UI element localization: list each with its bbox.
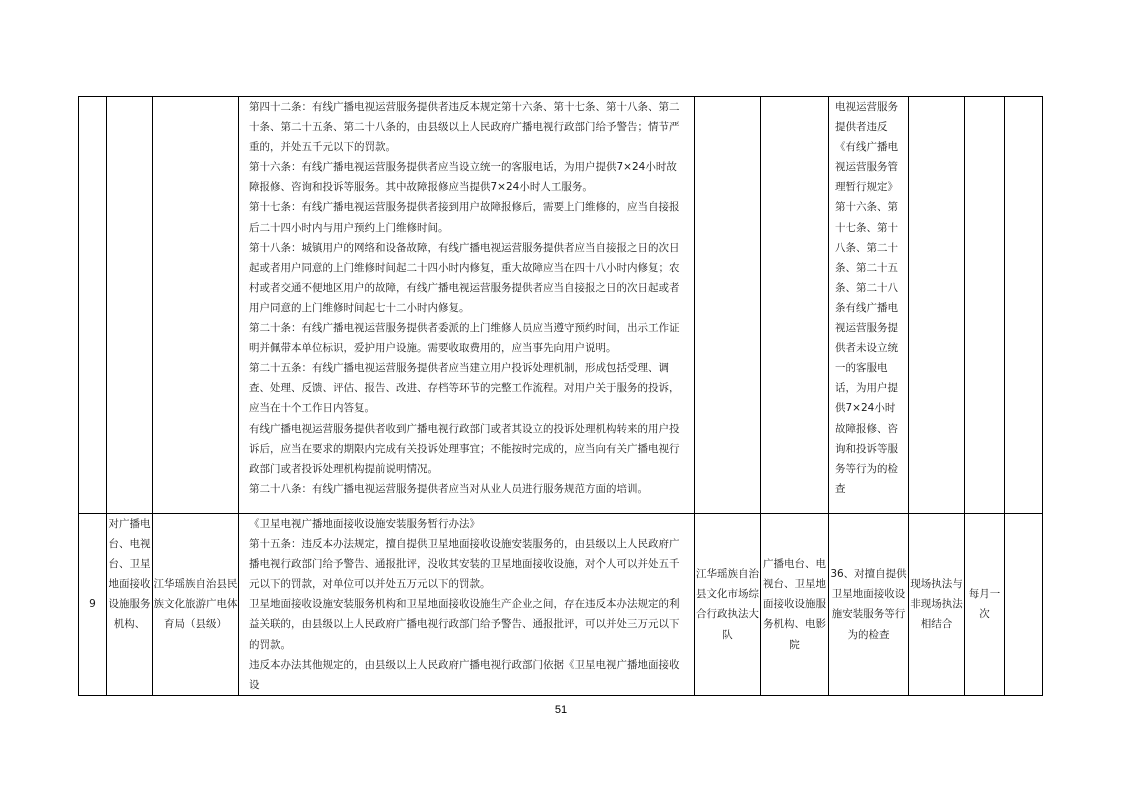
law-paragraph: 第二十条：有线广播电视运营服务提供者委派的上门维修人员应当遵守预约时间，出示工作证明并佩带本单位标识，爱护用户设施。需要收取费用的，应当事先向用户说明。 [249, 322, 680, 355]
inspection-table [78, 96, 1043, 696]
law-paragraph: 第二十五条：有线广播电视运营服务提供者应当建立用户投诉处理机制，形成包括受理、调查、处理、反馈、评估、报告、改进、存档等环节的完整工作流程。对用户关于服务的投诉，应当在十个工作日内答复。 [249, 362, 680, 415]
table-row [79, 514, 1043, 696]
table-row [79, 97, 1043, 514]
law-paragraph: 第四十二条：有线广播电视运营服务提供者违反本规定第十六条、第十七条、第十八条、第二十条、第二十五条、第二十八条的，由县级以上人民政府广播电视行政部门给予警告；情节严重的，并处五千元以下的罚款。 [249, 101, 680, 154]
legal-basis-text [239, 97, 695, 514]
law-paragraph: 《卫星电视广播地面接收设施安装服务暂行办法》 [249, 518, 480, 530]
inspection-frequency: 每月一次 [965, 514, 1005, 696]
remark [1005, 97, 1043, 514]
inspection-frequency [965, 97, 1005, 514]
inspection-method: 现场执法与非现场执法相结合 [909, 514, 965, 696]
inspection-method [909, 97, 965, 514]
inspection-target [761, 97, 829, 514]
inspection-subject [153, 97, 239, 514]
page-number: 51 [554, 704, 568, 716]
inspection-item: 对广播电台、电视台、卫星地面接收设施服务机构、 [107, 514, 153, 696]
law-paragraph: 第十五条：违反本办法规定，擅自提供卫星地面接收设施安装服务的，由县级以上人民政府广播电视行政部门给予警告、通报批评，没收其安装的卫星地面接收设施，对个人可以并处五千元以下的罚款，对单位可以并处五万元以下的罚款。 [249, 538, 680, 591]
inspection-subject: 江华瑶族自治县民族文化旅游广电体育局（县级） [153, 514, 239, 696]
inspection-item [107, 97, 153, 514]
row-number [79, 97, 107, 514]
inspection-basis: 36、对擅自提供卫星地面接收设施安装服务等行为的检查 [829, 514, 909, 696]
inspection-target: 广播电台、电视台、卫星地面接收设施服务机构、电影院 [761, 514, 829, 696]
law-paragraph: 有线广播电视运营服务提供者收到广播电视行政部门或者其设立的投诉处理机构转来的用户投诉后，应当在要求的期限内完成有关投诉处理事宜；不能按时完成的，应当向有关广播电视行政部门或者投诉处理机构提前说明情况。 [249, 422, 680, 475]
law-paragraph: 第十七条：有线广播电视运营服务提供者接到用户故障报修后，需要上门维修的，应当自接报后二十四小时内与用户预约上门维修时间。 [249, 201, 680, 234]
law-paragraph: 第十六条：有线广播电视运营服务提供者应当设立统一的客服电话，为用户提供7×24小时故障报修、咨询和投诉等服务。其中故障报修应当提供7×24小时人工服务。 [249, 161, 677, 194]
law-paragraph: 卫星地面接收设施安装服务机构和卫星地面接收设施生产企业之间，存在违反本办法规定的利益关联的，由县级以上人民政府广播电视行政部门给予警告、通报批评，可以并处三万元以下的罚款。 [249, 598, 680, 651]
remark [1005, 514, 1043, 696]
enforcement-agency: 江华瑶族自治县文化市场综合行政执法大队 [695, 514, 761, 696]
inspection-basis: 电视运营服务提供者违反《有线广播电视运营服务管理暂行规定》第十六条、第十七条、第十八条、第二十条、第二十五条、第二十八条有线广播电视运营服务提供者未设立统一的客服电话，为用户提供7×24小时故障报修、咨询和投诉等服务等行为的检查 [829, 97, 909, 514]
law-paragraph: 违反本办法其他规定的，由县级以上人民政府广播电视行政部门依据《卫星电视广播地面接收设 [249, 658, 680, 691]
enforcement-agency [695, 97, 761, 514]
law-paragraph: 第二十八条：有线广播电视运营服务提供者应当对从业人员进行服务规范方面的培训。 [249, 482, 648, 495]
legal-basis-text [239, 514, 695, 696]
row-number: 9 [79, 514, 107, 696]
law-paragraph: 第十八条：城镇用户的网络和设备故障，有线广播电视运营服务提供者应当自接报之日的次日起或者用户同意的上门维修时间起二十四小时内修复，重大故障应当在四十八小时内修复；农村或者交通不便地区用户的故障，有线广播电视运营服务提供者应当自接报之日的次日起或者用户同意的上门维修时间起七十二小时内修复。 [249, 241, 680, 314]
